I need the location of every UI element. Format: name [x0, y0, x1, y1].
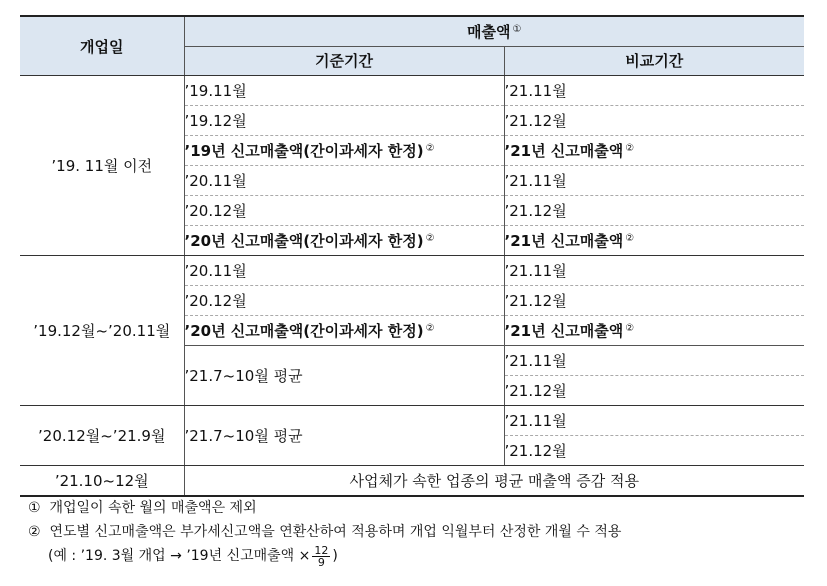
base-cell: [184, 136, 504, 166]
fraction-denominator: 9: [317, 555, 325, 569]
note-mark: ②: [625, 233, 635, 244]
header-sales-mark: ①: [512, 23, 522, 35]
header-compare-label: 비교기간: [625, 52, 684, 71]
group3-label: ’20.12월~’21.9월: [20, 406, 184, 466]
group4-text: 사업체가 속한 업종의 평균 매출액 증감 적용: [349, 472, 639, 490]
group1-label: ’19. 11월 이전: [20, 76, 184, 256]
header-sales: [184, 16, 804, 46]
table-row: [20, 76, 804, 106]
compare-cell: ’21.11월: [504, 166, 804, 196]
compare-cell: [504, 226, 804, 256]
compare-cell: ’21.12월: [504, 436, 804, 466]
compare-cell: ’21.12월: [504, 106, 804, 136]
table-row: [20, 406, 804, 436]
base-cell: ’20.11월: [184, 256, 504, 286]
header-open-date: [20, 16, 184, 76]
table-row: [20, 466, 804, 497]
compare-cell: ’21.12월: [504, 376, 804, 406]
footnotes: [28, 496, 621, 568]
compare-cell: [504, 136, 804, 166]
footnote-2-text: 연도별 신고매출액은 부가세신고액을 연환산하여 적용하며 개업 익월부터 산정한 개월 수 적용: [49, 524, 622, 540]
base-cell-text: ’20년 신고매출액(간이과세자 한정): [184, 232, 424, 250]
note-mark: ②: [425, 143, 435, 154]
base-avg-cell: ’21.7~10월 평균: [184, 346, 504, 406]
example-text: (예 : ’19. 3월 개업 → ’19년 신고매출액 ×: [48, 548, 311, 564]
header-open-date-label: 개업일: [80, 37, 124, 56]
compare-cell: [504, 316, 804, 346]
base-cell: [184, 316, 504, 346]
table-row: [20, 256, 804, 286]
compare-cell: ’21.11월: [504, 406, 804, 436]
example-suffix: ): [332, 548, 338, 564]
base-avg-cell: ’21.7~10월 평균: [184, 406, 504, 466]
base-cell: ’19.11월: [184, 76, 504, 106]
footnote-1-text: 개업일이 속한 월의 매출액은 제외: [49, 500, 257, 516]
compare-cell-text: ’21년 신고매출액: [504, 142, 624, 160]
base-cell: ’20.12월: [184, 286, 504, 316]
note-mark: ②: [425, 323, 435, 334]
compare-cell-text: ’21년 신고매출액: [504, 322, 624, 340]
header-sales-label: 매출액: [467, 22, 511, 41]
base-cell: ’20.12월: [184, 196, 504, 226]
footnote-2: [28, 520, 621, 544]
footnote-1: [28, 496, 621, 520]
base-cell-text: ’19년 신고매출액(간이과세자 한정): [184, 142, 424, 160]
compare-cell: ’21.12월: [504, 286, 804, 316]
note-mark: ②: [625, 323, 635, 334]
note-mark: ②: [625, 143, 635, 154]
base-cell: ’19.12월: [184, 106, 504, 136]
group4-label: ’21.10~12월: [20, 466, 184, 497]
group2-label: ’19.12월~’20.11월: [20, 256, 184, 406]
note-mark: ②: [425, 233, 435, 244]
base-cell: ’20.11월: [184, 166, 504, 196]
header-base-period: [184, 46, 504, 76]
compare-cell-text: ’21년 신고매출액: [504, 232, 624, 250]
footnote-example: [28, 544, 621, 568]
header-base-label: 기준기간: [315, 52, 373, 71]
fraction: [312, 545, 330, 568]
compare-cell: ’21.12월: [504, 196, 804, 226]
footnote-2-mark: ②: [28, 524, 41, 540]
compare-cell: ’21.11월: [504, 346, 804, 376]
base-cell-text: ’20년 신고매출액(간이과세자 한정): [184, 322, 424, 340]
compare-cell: ’21.11월: [504, 256, 804, 286]
fraction-numerator: 12: [314, 543, 329, 557]
base-cell: [184, 226, 504, 256]
header-compare-period: [504, 46, 804, 76]
footnote-1-mark: ①: [28, 500, 41, 516]
compare-cell: ’21.11월: [504, 76, 804, 106]
sales-period-table: [20, 15, 804, 497]
